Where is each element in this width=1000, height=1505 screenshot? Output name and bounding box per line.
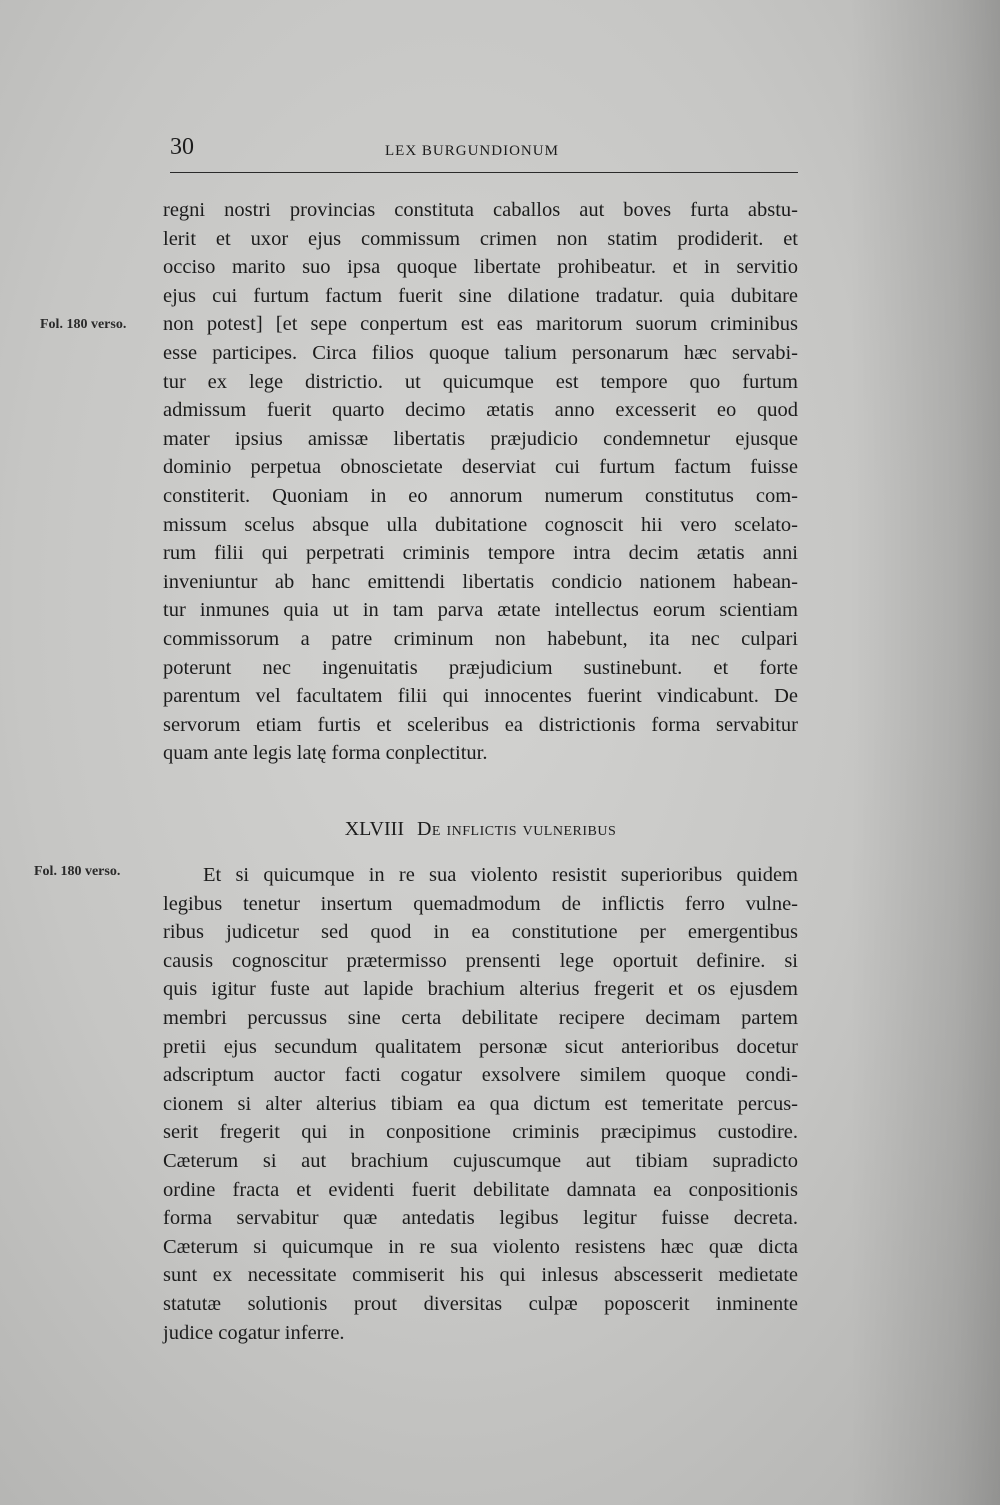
text-line: inveniuntur ab hanc emittendi libertatis condicio nationem habean- <box>163 570 798 593</box>
chapter-number: XLVIII <box>344 818 404 840</box>
text-line: Cæterum si quicumque in re sua violento resistens hæc quæ dicta <box>163 1235 798 1258</box>
chapter-title: De inflictis vulneribus <box>416 818 617 840</box>
text-line: non potest] [et sepe conpertum est eas maritorum suorum criminibus <box>163 313 798 336</box>
text-line: constiterit. Quoniam in eo annorum numerum constitutus com- <box>163 484 798 507</box>
text-line: legibus tenetur insertum quemadmodum de inflictis ferro vulne- <box>163 892 798 915</box>
text-line: rum filii qui perpetrati criminis tempore intra decim ætatis anni <box>163 542 798 565</box>
text-line: servorum etiam furtis et sceleribus ea districtionis forma servabitur <box>163 713 798 736</box>
page-edge-shadow <box>850 0 1000 1505</box>
margin-note-folio: Fol. 180 verso. <box>34 864 121 879</box>
running-title: LEX BURGUNDIONUM <box>385 143 559 159</box>
text-line: quam ante legis latę forma conplectitur. <box>163 742 488 765</box>
text-line: Et si quicumque in re sua violento resistit superioribus quidem <box>203 864 798 886</box>
text-line: tur inmunes quia ut in tam parva ætate intellectus eorum scientiam <box>163 599 798 622</box>
text-line: sunt ex necessitate commiserit his qui inlesus abscesserit medietate <box>163 1264 798 1287</box>
text-line: tur ex lege districtio. ut quicumque est tempore quo furtum <box>163 370 798 393</box>
text-line: admissum fuerit quarto decimo ætatis anno excesserit eo quod <box>163 399 798 422</box>
text-line: poterunt nec ingenuitatis præjudicium sustinebunt. et forte <box>163 656 798 679</box>
text-line: esse participes. Circa filios quoque talium personarum hæc servabi- <box>163 341 798 364</box>
text-line: lerit et uxor ejus commissum crimen non statim prodiderit. et <box>163 227 798 250</box>
text-line: parentum vel facultatem filii qui innocentes fuerint vindicabunt. De <box>163 685 798 708</box>
text-line: adscriptum auctor facti cogatur exsolvere similem quoque condi- <box>163 1064 798 1087</box>
page-number: 30 <box>170 134 194 160</box>
text-line: judice cogatur inferre. <box>163 1321 345 1344</box>
text-line: quis igitur fuste aut lapide brachium alterius fregerit et os ejusdem <box>163 978 798 1001</box>
chapter-heading <box>163 818 798 841</box>
text-line: mater ipsius amissæ libertatis præjudicio condemnetur ejusque <box>163 427 798 450</box>
text-line: ejus cui furtum factum fuerit sine dilatione tradatur. quia dubitare <box>163 284 798 307</box>
text-line: ordine fracta et evidenti fuerit debilitate damnata ea conpositionis <box>163 1178 798 1201</box>
margin-note-folio: Fol. 180 verso. <box>40 317 127 332</box>
text-line: forma servabitur quæ antedatis legibus legitur fuisse decreta. <box>163 1207 798 1230</box>
page-header <box>170 132 798 173</box>
text-line: ribus judicetur sed quod in ea constitutione per emergentibus <box>163 921 798 944</box>
text-line: pretii ejus secundum qualitatem personæ sicut anterioribus docetur <box>163 1035 798 1058</box>
text-line: membri percussus sine certa debilitate recipere decimam partem <box>163 1006 798 1029</box>
text-line: missum scelus absque ulla dubitatione cognoscit hii vero scelato- <box>163 513 798 536</box>
text-line: dominio perpetua obnoscietate deserviat cui furtum factum fuisse <box>163 456 798 479</box>
text-line: cionem si alter alterius tibiam ea qua dictum est temeritate percus- <box>163 1092 798 1115</box>
text-line: causis cognoscitur prætermisso prensenti lege oportuit definire. si <box>163 949 798 972</box>
text-line: Cæterum si aut brachium cujuscumque aut tibiam supradicto <box>163 1149 798 1172</box>
text-line: statutæ solutionis prout diversitas culpæ poposcerit inminente <box>163 1292 798 1315</box>
text-block-continued <box>163 196 798 768</box>
text-block-chapter <box>163 861 798 1347</box>
text-line: regni nostri provincias constituta caballos aut boves furta abstu- <box>163 199 798 221</box>
text-line: commissorum a patre criminum non habebunt, ita nec culpari <box>163 627 798 650</box>
text-line: serit fregerit qui in conpositione criminis præcipimus custodire. <box>163 1121 798 1144</box>
text-line: occiso marito suo ipsa quoque libertate prohibeatur. et in servitio <box>163 256 798 279</box>
